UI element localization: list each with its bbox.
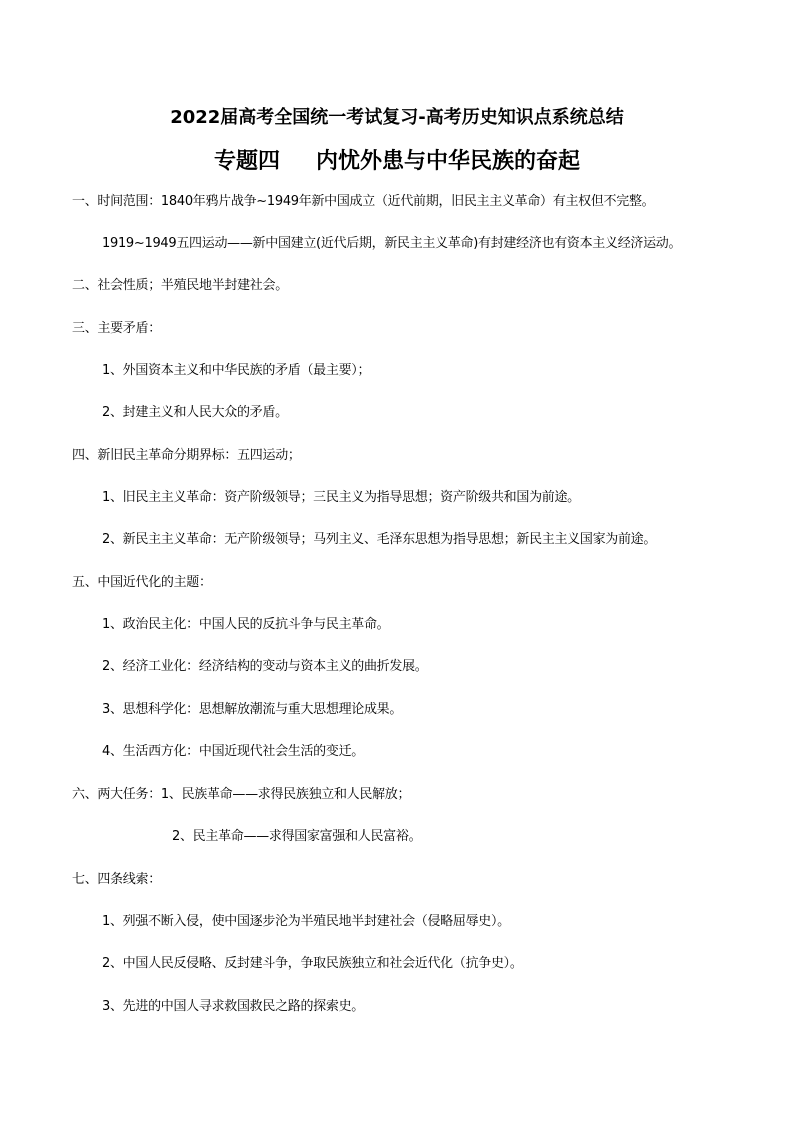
section-time-range: 一、时间范围：1840年鸦片战争~1949年新中国成立（近代前期，旧民主主义革命）有主权但不完整。: [72, 194, 655, 209]
section-social-nature: 二、社会性质；半殖民地半封建社会。: [72, 278, 288, 293]
section-four-threads: 七、四条线索：: [72, 872, 161, 887]
list-item: 2、新民主主义革命：无产阶级领导；马列主义、毛泽东思想为指导思想；新民主主义国家为前途。: [102, 532, 657, 547]
section-modernization-themes: 五、中国近代化的主题：: [72, 575, 212, 590]
list-item: 1、列强不断入侵，使中国逐步沦为半殖民地半封建社会（侵略屈辱史）。: [102, 914, 510, 929]
document-title: 2022届高考全国统一考试复习-高考历史知识点系统总结: [170, 107, 624, 128]
list-item: 1、政治民主化：中国人民的反抗斗争与民主革命。: [102, 617, 390, 632]
section-revolution-boundary: 四、新旧民主革命分期界标：五四运动；: [72, 448, 301, 463]
list-item: 2、民主革命——求得国家富强和人民富裕。: [172, 829, 422, 844]
time-range-later-period: 1919~1949五四运动——新中国建立(近代后期，新民主主义革命)有封建经济也有资本主义经济运动。: [102, 236, 682, 251]
list-item: 3、思想科学化：思想解放潮流与重大思想理论成果。: [102, 702, 403, 717]
list-item: 3、先进的中国人寻求救国救民之路的探索史。: [102, 999, 364, 1014]
list-item: 2、经济工业化：经济结构的变动与资本主义的曲折发展。: [102, 659, 428, 674]
topic-number: 专题四: [213, 149, 280, 174]
topic-heading: [0, 147, 794, 177]
list-item: 1、旧民主主义革命：资产阶级领导；三民主义为指导思想；资产阶级共和国为前途。: [102, 490, 580, 505]
section-two-tasks: 六、两大任务：1、民族革命——求得民族独立和人民解放；: [72, 787, 411, 802]
list-item: 4、生活西方化：中国近现代社会生活的变迁。: [102, 744, 364, 759]
list-item: 2、中国人民反侵略、反封建斗争，争取民族独立和社会近代化（抗争史）。: [102, 956, 523, 971]
list-item: 1、外国资本主义和中华民族的矛盾（最主要）；: [102, 363, 371, 378]
list-item: 2、封建主义和人民大众的矛盾。: [102, 405, 288, 420]
section-main-contradictions: 三、主要矛盾：: [72, 321, 161, 336]
topic-name: 内忧外患与中华民族的奋起: [316, 149, 581, 174]
